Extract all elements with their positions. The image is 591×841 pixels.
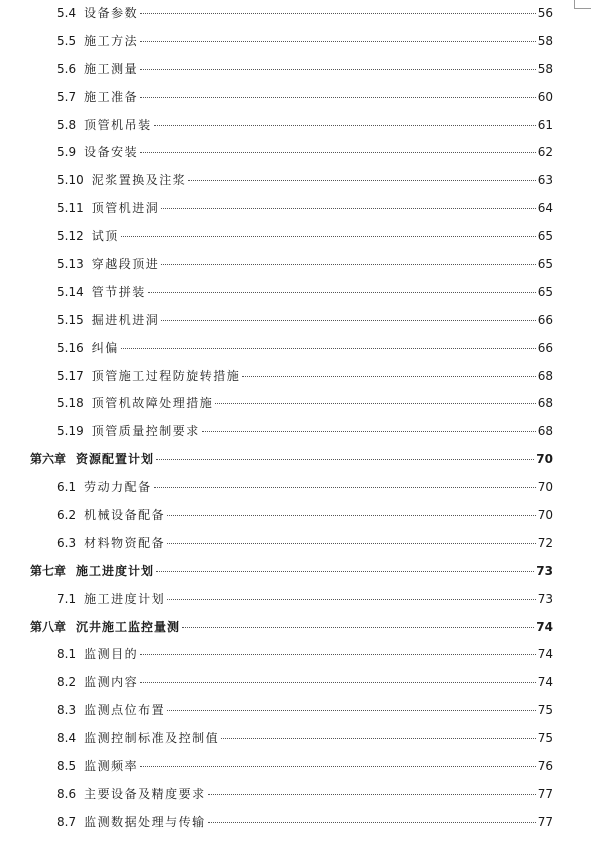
toc-entry-page-number: 65: [537, 284, 553, 299]
toc-dot-leader: [156, 571, 534, 572]
toc-entry-page-number: 68: [537, 368, 553, 383]
toc-entry-title: 纠偏: [91, 340, 119, 355]
toc-dot-leader: [167, 599, 536, 600]
toc-entry-title: 设备参数: [84, 6, 139, 20]
toc-entry-title: 施工准备: [84, 89, 139, 104]
toc-entry-page-number: 72: [537, 535, 553, 550]
toc-entry-page-number: 70: [537, 508, 553, 523]
toc-section-entry[interactable]: [0, 590, 591, 618]
toc-section-entry[interactable]: [0, 534, 591, 562]
toc-entry-title: 监测频率: [84, 759, 139, 774]
toc-entry-title: 施工方法: [84, 33, 139, 48]
toc-chapter-entry[interactable]: [0, 562, 591, 590]
toc-entry-title: 监测目的: [84, 647, 139, 662]
toc-entry-title: 监测数据处理与传输: [84, 814, 206, 829]
toc-entry-title: 机械设备配备: [84, 508, 166, 523]
toc-entry-number: 5.17: [57, 368, 84, 383]
toc-section-entry[interactable]: [0, 645, 591, 673]
toc-section-entry[interactable]: [0, 367, 591, 395]
toc-entry-page-number: 66: [537, 340, 553, 355]
toc-dot-leader: [140, 97, 536, 98]
toc-entry-number: 7.1: [57, 591, 77, 606]
toc-dot-leader: [188, 180, 535, 181]
toc-section-entry[interactable]: [0, 116, 591, 144]
toc-section-entry[interactable]: [0, 478, 591, 506]
toc-entry-page-number: 66: [537, 312, 553, 327]
toc-entry-number: 8.5: [57, 759, 77, 774]
toc-dot-leader: [167, 543, 536, 544]
toc-entry-number: 8.7: [57, 814, 77, 829]
toc-entry-title: 顶管施工过程防旋转措施: [91, 368, 241, 383]
toc-entry-title: 试顶: [91, 229, 119, 244]
toc-entry-number: 5.15: [57, 312, 84, 327]
toc-section-entry[interactable]: [0, 171, 591, 199]
toc-entry-page-number: 64: [537, 201, 553, 216]
toc-entry-page-number: 76: [537, 759, 553, 774]
toc-entry-page-number: 68: [537, 396, 553, 411]
toc-entry-number: 5.12: [57, 229, 84, 244]
toc-entry-number: 6.1: [57, 480, 77, 495]
toc-dot-leader: [161, 264, 535, 265]
toc-entry-title: 施工进度计划: [84, 591, 166, 606]
toc-entry-page-number: 74: [537, 675, 553, 690]
toc-dot-leader: [140, 152, 536, 153]
toc-entry-title: 顶管机进洞: [91, 201, 160, 216]
toc-entry-number: 5.7: [57, 89, 77, 104]
toc-entry-title: 顶管机故障处理措施: [91, 396, 214, 411]
toc-dot-leader: [140, 766, 536, 767]
toc-entry-page-number: 62: [537, 145, 553, 160]
toc-section-entry[interactable]: [0, 88, 591, 116]
toc-entry-title: 泥浆置换及注浆: [91, 173, 187, 188]
toc-entry-title: 施工进度计划: [76, 563, 155, 578]
toc-chapter-entry[interactable]: [0, 618, 591, 646]
toc-entry-number: 8.1: [57, 647, 77, 662]
toc-entry-page-number: 68: [537, 424, 553, 439]
toc-entry-title: 管节拼装: [91, 284, 146, 299]
toc-section-entry[interactable]: [0, 394, 591, 422]
toc-section-entry[interactable]: [0, 506, 591, 534]
toc-entry-page-number: 73: [537, 591, 553, 606]
toc-entry-page-number: 77: [537, 786, 553, 801]
toc-entry-title: 穿越段顶进: [91, 257, 160, 272]
toc-entry-title: 掘进机进洞: [91, 312, 160, 327]
toc-entry-page-number: 75: [537, 731, 553, 746]
toc-entry-page-number: 65: [537, 229, 553, 244]
toc-section-entry[interactable]: [0, 60, 591, 88]
toc-entry-page-number: 70: [536, 452, 553, 467]
toc-dot-leader: [161, 208, 535, 209]
toc-dot-leader: [215, 403, 535, 404]
toc-entry-page-number: 65: [537, 257, 553, 272]
toc-entry-title: 主要设备及精度要求: [84, 786, 206, 801]
toc-section-entry[interactable]: [0, 422, 591, 450]
toc-entry-page-number: 74: [536, 619, 553, 634]
toc-dot-leader: [208, 822, 536, 823]
toc-section-entry[interactable]: [0, 701, 591, 729]
toc-entry-number: 8.3: [57, 703, 77, 718]
toc-dot-leader: [121, 236, 536, 237]
toc-entry-number: 8.2: [57, 675, 77, 690]
toc-dot-leader: [121, 348, 536, 349]
toc-entry-page-number: 70: [537, 480, 553, 495]
toc-entry-page-number: 58: [537, 33, 553, 48]
toc-section-entry[interactable]: [0, 227, 591, 255]
toc-section-entry[interactable]: [0, 283, 591, 311]
toc-entry-title: 劳动力配备: [84, 480, 152, 495]
toc-entry-title: 材料物资配备: [84, 535, 166, 550]
toc-entry-number: 5.8: [57, 117, 77, 132]
toc-entry-number: 6.2: [57, 508, 77, 523]
toc-dot-leader: [148, 292, 536, 293]
toc-section-entry[interactable]: [0, 4, 591, 32]
toc-section-entry[interactable]: [0, 757, 591, 785]
toc-entry-number: 5.16: [57, 340, 84, 355]
toc-entry-title: 沉井施工监控量测: [76, 619, 181, 634]
toc-entry-number: 第六章: [30, 452, 67, 467]
toc-entry-page-number: 61: [537, 117, 553, 132]
toc-entry-number: 8.6: [57, 786, 77, 801]
toc-dot-leader: [221, 738, 536, 739]
toc-dot-leader: [167, 710, 536, 711]
toc-entry-page-number: 75: [537, 703, 553, 718]
toc-entry-title: 资源配置计划: [76, 452, 155, 467]
toc-entry-title: 监测点位布置: [84, 703, 166, 718]
toc-section-entry[interactable]: [0, 785, 591, 813]
toc-entry-number: 5.4: [57, 6, 77, 20]
toc-dot-leader: [156, 459, 534, 460]
table-of-contents: [0, 4, 591, 841]
toc-section-entry[interactable]: [0, 813, 591, 841]
toc-dot-leader: [154, 125, 536, 126]
toc-section-entry[interactable]: [0, 673, 591, 701]
toc-section-entry[interactable]: [0, 339, 591, 367]
toc-entry-number: 8.4: [57, 731, 77, 746]
toc-section-entry[interactable]: [0, 32, 591, 60]
toc-dot-leader: [140, 682, 536, 683]
toc-entry-number: 5.5: [57, 33, 77, 48]
toc-entry-page-number: 77: [537, 814, 553, 829]
toc-dot-leader: [154, 487, 536, 488]
toc-section-entry[interactable]: [0, 255, 591, 283]
toc-entry-number: 5.10: [57, 173, 84, 188]
toc-dot-leader: [182, 627, 534, 628]
toc-entry-number: 5.14: [57, 284, 84, 299]
toc-section-entry[interactable]: [0, 311, 591, 339]
toc-dot-leader: [140, 69, 536, 70]
toc-section-entry[interactable]: [0, 143, 591, 171]
toc-dot-leader: [140, 13, 536, 14]
toc-entry-page-number: 58: [537, 61, 553, 76]
toc-dot-leader: [140, 41, 536, 42]
toc-dot-leader: [167, 515, 536, 516]
toc-entry-number: 第七章: [30, 563, 67, 578]
toc-dot-leader: [161, 320, 535, 321]
toc-chapter-entry[interactable]: [0, 450, 591, 478]
toc-entry-title: 施工测量: [84, 61, 139, 76]
toc-dot-leader: [202, 431, 536, 432]
toc-entry-number: 5.11: [57, 201, 84, 216]
toc-entry-title: 顶管质量控制要求: [91, 424, 200, 439]
toc-entry-number: 5.9: [57, 145, 77, 160]
toc-entry-number: 5.6: [57, 61, 77, 76]
toc-entry-number: 第八章: [30, 619, 67, 634]
toc-entry-page-number: 63: [537, 173, 553, 188]
toc-entry-page-number: 60: [537, 89, 553, 104]
toc-entry-title: 监测控制标准及控制值: [84, 731, 220, 746]
toc-dot-leader: [242, 376, 535, 377]
toc-entry-number: 6.3: [57, 535, 77, 550]
toc-entry-number: 5.18: [57, 396, 84, 411]
toc-dot-leader: [208, 794, 536, 795]
toc-entry-number: 5.19: [57, 424, 84, 439]
toc-dot-leader: [140, 654, 536, 655]
toc-entry-number: 5.13: [57, 257, 84, 272]
toc-section-entry[interactable]: [0, 199, 591, 227]
toc-entry-page-number: 73: [536, 563, 553, 578]
toc-section-entry[interactable]: [0, 729, 591, 757]
toc-entry-title: 顶管机吊装: [84, 117, 152, 132]
toc-entry-page-number: 74: [537, 647, 553, 662]
toc-entry-title: 设备安装: [84, 145, 139, 160]
toc-entry-page-number: 56: [537, 6, 553, 20]
toc-entry-title: 监测内容: [84, 675, 139, 690]
